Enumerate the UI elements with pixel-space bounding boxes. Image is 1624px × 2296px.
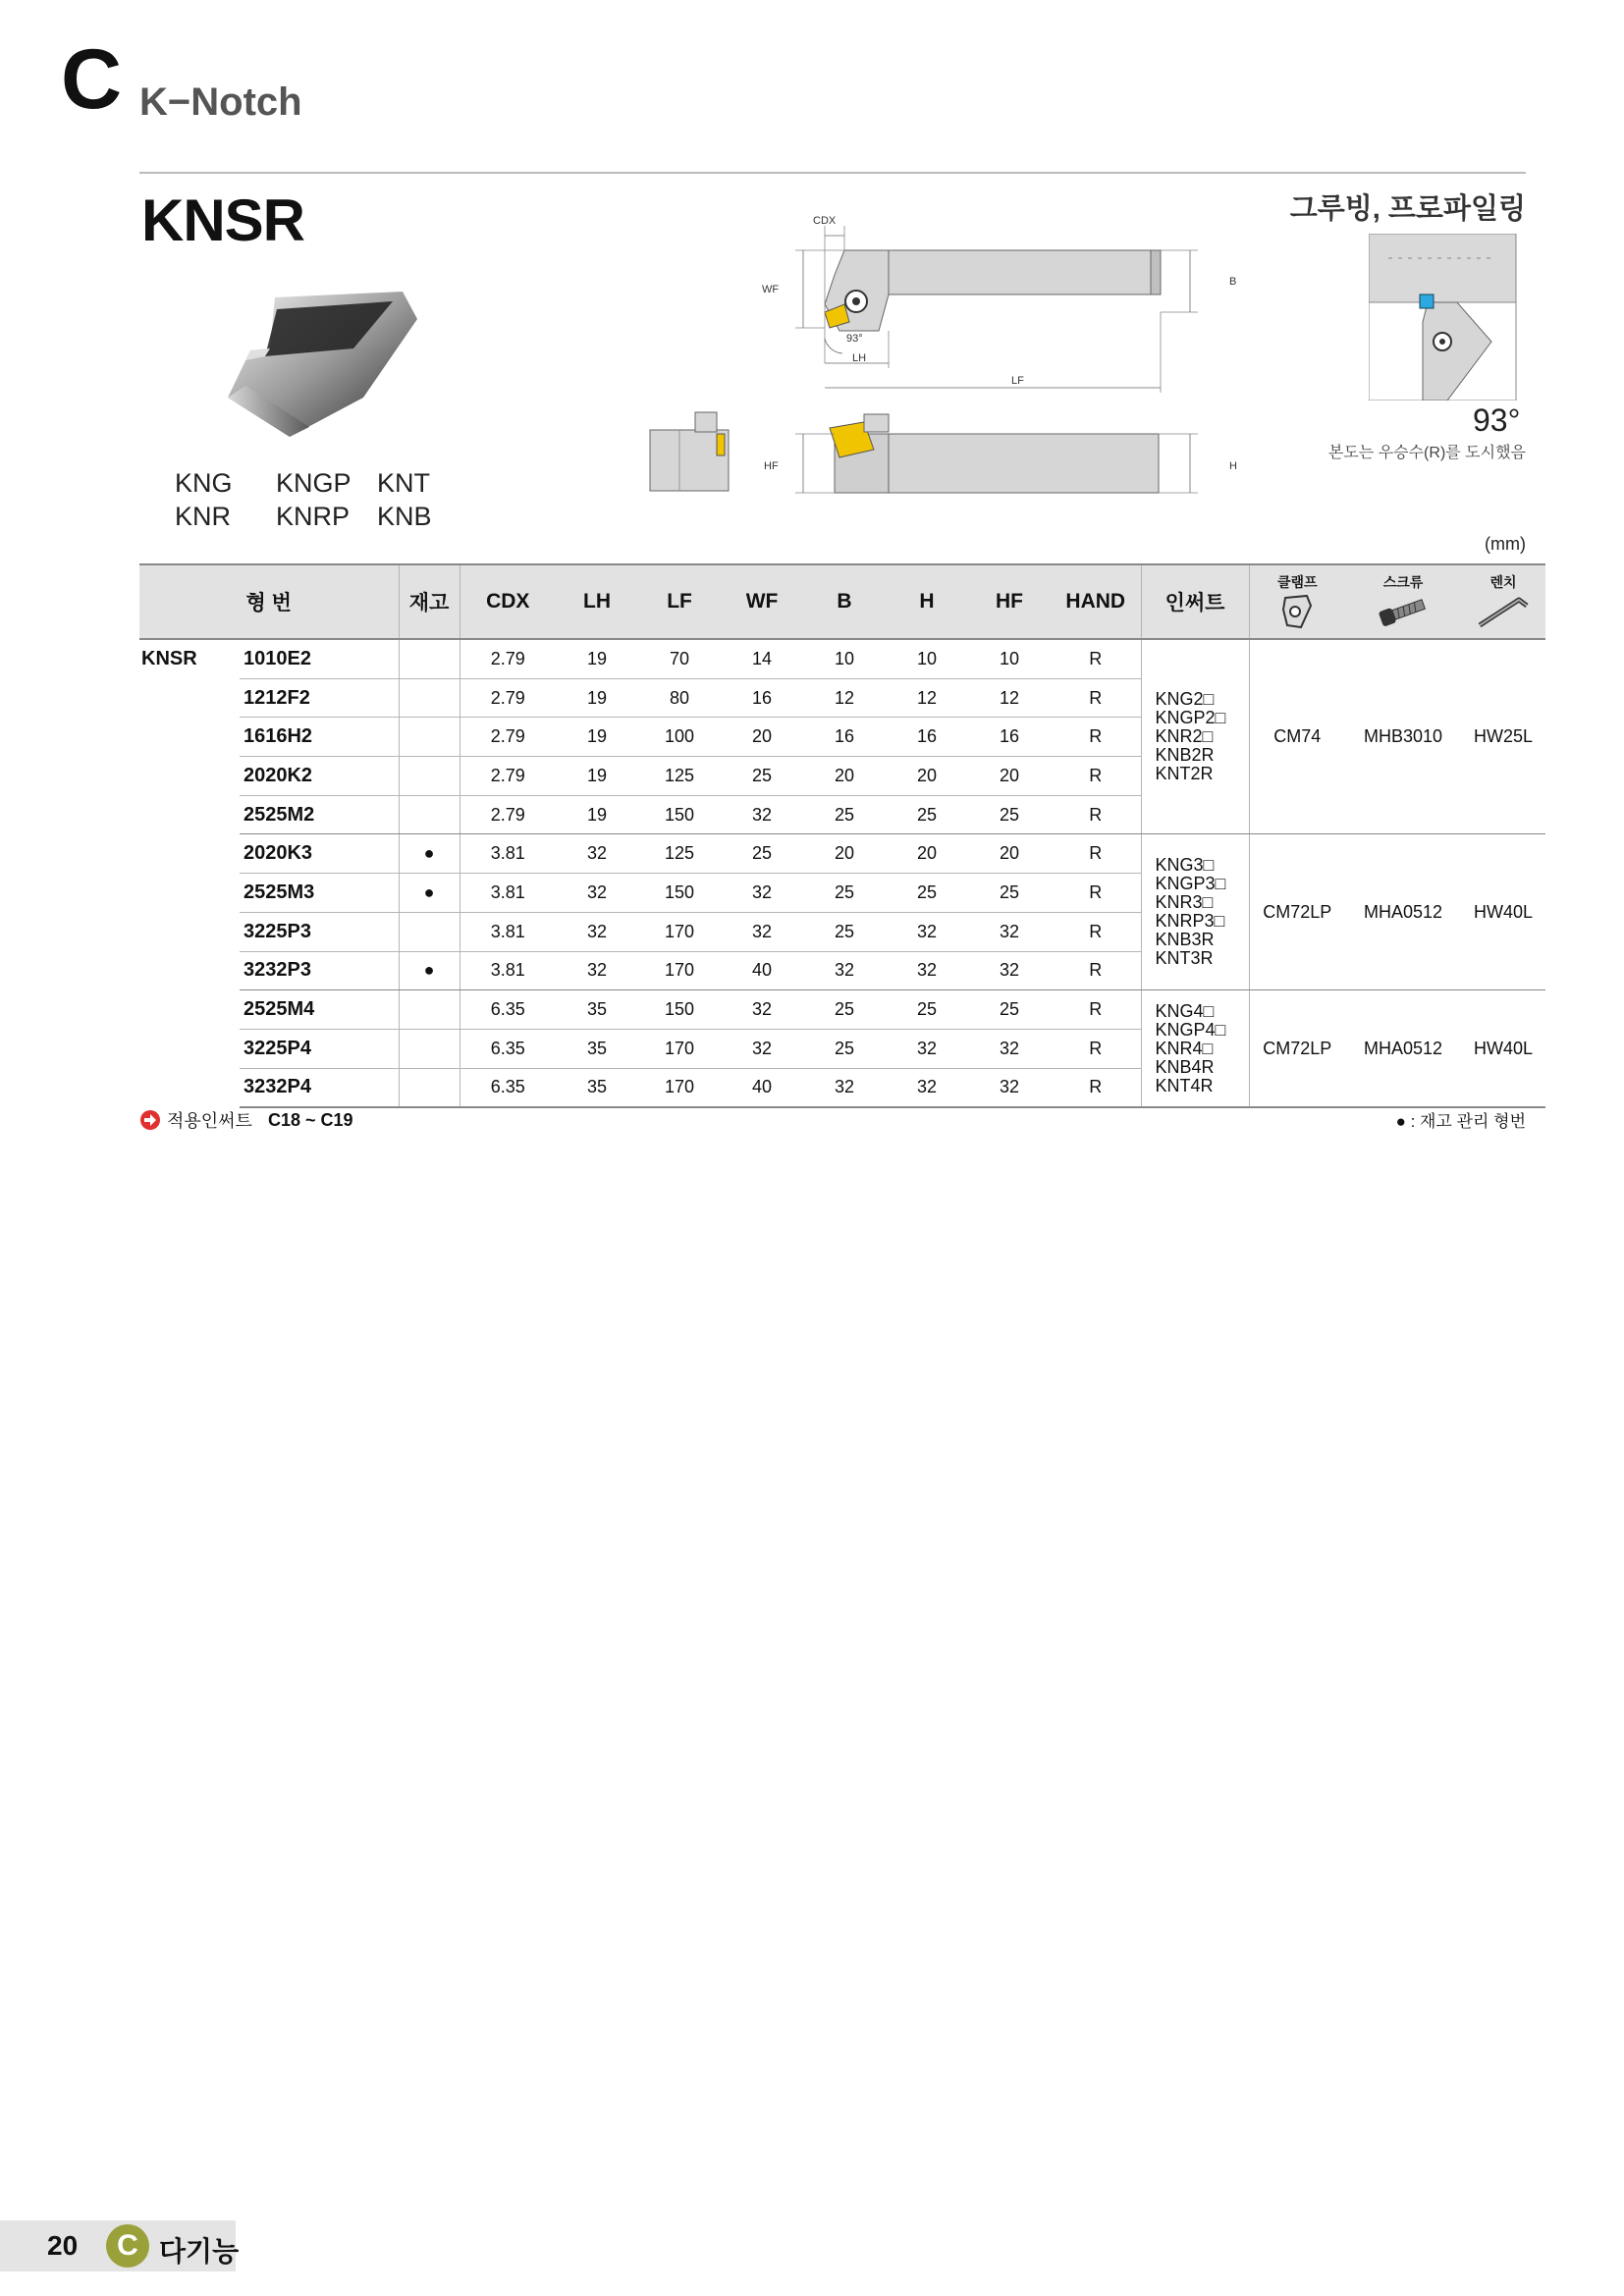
cell-lh: 32: [556, 951, 638, 990]
dim-label-h: H: [1229, 460, 1237, 472]
cell-h: 20: [886, 834, 968, 874]
cell-hf: 10: [968, 639, 1051, 678]
insert-code: KNB3R: [1155, 930, 1215, 950]
cell-h: 25: [886, 795, 968, 834]
reference-range: C18 ~ C19: [267, 1109, 353, 1130]
cell-hf: 20: [968, 757, 1051, 796]
header-divider: [139, 172, 1526, 174]
cell-lh: 35: [556, 990, 638, 1030]
stock-mark: [399, 912, 460, 951]
cell-lf: 125: [638, 757, 721, 796]
cell-lh: 35: [556, 1029, 638, 1068]
insert-type-list: [175, 466, 478, 533]
header-wf: WF: [721, 564, 803, 639]
cell-wf: 32: [721, 990, 803, 1030]
cell-hf: 12: [968, 678, 1051, 718]
header-insert: 인써트: [1141, 564, 1249, 639]
section-badge: C: [106, 2224, 149, 2268]
cell-cdx: 6.35: [460, 1068, 556, 1107]
page-number: 20: [47, 2230, 79, 2261]
cell-b: 25: [803, 990, 886, 1030]
table-row: [139, 639, 1545, 678]
cell-cdx: 3.81: [460, 912, 556, 951]
footer-section-label: 다기능: [159, 2236, 240, 2267]
cell-hand: R: [1051, 639, 1141, 678]
reference-label: 적용인써트: [167, 1111, 252, 1131]
cell-cdx: 2.79: [460, 757, 556, 796]
cell-lf: 70: [638, 639, 721, 678]
insert-code: KNB4R: [1155, 1056, 1215, 1077]
insert-type-row: [175, 466, 478, 500]
cell-wf: 25: [721, 757, 803, 796]
dim-label-cdx: CDX: [813, 215, 837, 227]
dim-label-b: B: [1229, 276, 1237, 288]
header-clamp-label: 클램프: [1276, 574, 1318, 590]
header-lf: LF: [638, 564, 721, 639]
insert-list: [1141, 834, 1249, 990]
cell-lh: 35: [556, 1068, 638, 1107]
header-wrench-label: 렌치: [1489, 574, 1517, 590]
application-label: 그루빙, 프로파일링: [1289, 193, 1526, 225]
screw-part: MHA0512: [1345, 834, 1461, 990]
model-code: 3225P4: [240, 1029, 399, 1068]
cell-cdx: 3.81: [460, 951, 556, 990]
insert-code: KNT3R: [1155, 948, 1214, 969]
stock-mark: [399, 990, 460, 1030]
clamp-icon: [1277, 592, 1317, 631]
screw-icon: [1374, 592, 1433, 631]
header-screw-label: 스크류: [1382, 574, 1424, 590]
cell-h: 32: [886, 1029, 968, 1068]
cell-hf: 32: [968, 951, 1051, 990]
stock-mark: [399, 1029, 460, 1068]
cell-cdx: 3.81: [460, 834, 556, 874]
stock-legend: [1396, 1107, 1526, 1132]
stock-legend-text: : 재고 관리 형번: [1405, 1112, 1526, 1131]
cell-cdx: 2.79: [460, 795, 556, 834]
cell-hf: 32: [968, 912, 1051, 951]
insert-code: KNGP3□: [1155, 874, 1226, 894]
insert-code: KNT4R: [1155, 1075, 1214, 1095]
model-code: 3225P3: [240, 912, 399, 951]
stock-mark: ●: [399, 834, 460, 874]
stock-mark: [399, 718, 460, 757]
cell-hand: R: [1051, 990, 1141, 1030]
header-wrench: [1461, 564, 1545, 639]
cell-b: 32: [803, 951, 886, 990]
screw-part: MHB3010: [1345, 639, 1461, 834]
cell-cdx: 2.79: [460, 639, 556, 678]
cell-hand: R: [1051, 757, 1141, 796]
model-code: 2020K3: [240, 834, 399, 874]
cell-lf: 150: [638, 795, 721, 834]
table-row: [139, 834, 1545, 874]
cell-hand: R: [1051, 951, 1141, 990]
cell-hand: R: [1051, 795, 1141, 834]
screw-part: MHA0512: [1345, 990, 1461, 1108]
cell-cdx: 2.79: [460, 718, 556, 757]
cell-b: 20: [803, 834, 886, 874]
cell-wf: 32: [721, 1029, 803, 1068]
cell-lf: 80: [638, 678, 721, 718]
clamp-part: CM74: [1249, 639, 1345, 834]
header-hf: HF: [968, 564, 1051, 639]
cell-h: 16: [886, 718, 968, 757]
header-screw: [1345, 564, 1461, 639]
insert-list: [1141, 639, 1249, 834]
insert-product-image: [216, 280, 422, 447]
insert-code: KNRP3□: [1155, 911, 1225, 932]
insert-code: KNG3□: [1155, 855, 1215, 876]
dim-label-wf: WF: [762, 284, 780, 295]
model-code: 2525M4: [240, 990, 399, 1030]
cell-hf: 32: [968, 1068, 1051, 1107]
insert-type: KNR: [175, 501, 232, 531]
cell-lh: 32: [556, 874, 638, 913]
cell-lf: 100: [638, 718, 721, 757]
cell-b: 10: [803, 639, 886, 678]
section-name: K−Notch: [139, 80, 302, 124]
unit-label: (mm): [1485, 534, 1526, 554]
cell-b: 25: [803, 1029, 886, 1068]
cell-b: 25: [803, 795, 886, 834]
cell-wf: 14: [721, 639, 803, 678]
cell-lf: 150: [638, 990, 721, 1030]
stock-mark: ●: [399, 874, 460, 913]
cell-h: 12: [886, 678, 968, 718]
dim-label-angle: 93°: [846, 333, 863, 345]
stock-mark: [399, 795, 460, 834]
cell-lf: 170: [638, 951, 721, 990]
cell-lf: 125: [638, 834, 721, 874]
cell-hand: R: [1051, 912, 1141, 951]
insert-type: KNG: [175, 467, 233, 498]
section-letter: C: [61, 32, 121, 127]
cell-cdx: 6.35: [460, 990, 556, 1030]
family-label: KNSR: [141, 648, 197, 669]
cell-hf: 25: [968, 874, 1051, 913]
insert-code: KNG2□: [1155, 689, 1215, 710]
cell-lh: 32: [556, 834, 638, 874]
cell-lf: 170: [638, 1029, 721, 1068]
insert-code: KNT2R: [1155, 764, 1214, 784]
cell-lh: 19: [556, 639, 638, 678]
model-code: 2525M2: [240, 795, 399, 834]
cell-h: 10: [886, 639, 968, 678]
insert-type: KNT: [377, 467, 430, 498]
cell-lh: 19: [556, 757, 638, 796]
cell-hand: R: [1051, 1029, 1141, 1068]
model-code: 1212F2: [240, 678, 399, 718]
stock-legend-mark: ●: [1395, 1112, 1406, 1131]
header-clamp: [1249, 564, 1345, 639]
cell-wf: 32: [721, 874, 803, 913]
insert-code: KNB2R: [1155, 745, 1215, 766]
table-header-row: [139, 564, 1545, 639]
angle-view-image: [1369, 234, 1526, 400]
insert-code: KNR4□: [1155, 1038, 1214, 1058]
header-stock: 재고: [399, 564, 460, 639]
cell-lh: 32: [556, 912, 638, 951]
cell-lh: 19: [556, 678, 638, 718]
spec-table: [139, 563, 1545, 1108]
insert-code: KNR2□: [1155, 726, 1214, 747]
angle-value: 93°: [1473, 402, 1521, 438]
cell-wf: 40: [721, 951, 803, 990]
cell-wf: 16: [721, 678, 803, 718]
dimension-diagram: [648, 206, 1257, 510]
cell-lh: 19: [556, 718, 638, 757]
cell-hf: 25: [968, 990, 1051, 1030]
dim-label-lf: LF: [1011, 375, 1024, 387]
cell-wf: 32: [721, 912, 803, 951]
cell-lf: 170: [638, 912, 721, 951]
cell-h: 32: [886, 1068, 968, 1107]
model-code: 3232P3: [240, 951, 399, 990]
model-code: 2525M3: [240, 874, 399, 913]
stock-mark: [399, 678, 460, 718]
dim-label-lh: LH: [852, 352, 867, 364]
cell-hf: 25: [968, 795, 1051, 834]
cell-cdx: 2.79: [460, 678, 556, 718]
insert-type-row: [175, 500, 478, 533]
model-code: 1616H2: [240, 718, 399, 757]
wrench-part: HW40L: [1461, 834, 1545, 990]
insert-code: KNGP2□: [1155, 708, 1226, 728]
insert-code: KNG4□: [1155, 1000, 1215, 1021]
cell-b: 16: [803, 718, 886, 757]
cell-h: 25: [886, 874, 968, 913]
insert-code: KNR3□: [1155, 892, 1214, 913]
cell-hf: 32: [968, 1029, 1051, 1068]
clamp-part: CM72LP: [1249, 834, 1345, 990]
wrench-part: HW25L: [1461, 639, 1545, 834]
header-b: B: [803, 564, 886, 639]
cell-hand: R: [1051, 874, 1141, 913]
reference-note: [139, 1107, 353, 1133]
stock-mark: [399, 757, 460, 796]
cell-h: 32: [886, 912, 968, 951]
header-model: 형 번: [139, 564, 399, 639]
wrench-part: HW40L: [1461, 990, 1545, 1108]
cell-cdx: 6.35: [460, 1029, 556, 1068]
cell-hf: 20: [968, 834, 1051, 874]
model-code: 2020K2: [240, 757, 399, 796]
dim-label-hf: HF: [764, 460, 779, 472]
cell-wf: 40: [721, 1068, 803, 1107]
cell-wf: 32: [721, 795, 803, 834]
insert-type: KNB: [377, 501, 432, 531]
arrow-circle-icon: [139, 1109, 161, 1131]
insert-code: KNGP4□: [1155, 1019, 1226, 1040]
clamp-part: CM72LP: [1249, 990, 1345, 1108]
stock-mark: [399, 1068, 460, 1107]
cell-h: 32: [886, 951, 968, 990]
cell-hand: R: [1051, 718, 1141, 757]
cell-hand: R: [1051, 678, 1141, 718]
cell-hf: 16: [968, 718, 1051, 757]
wrench-icon: [1474, 592, 1533, 631]
cell-b: 12: [803, 678, 886, 718]
product-title: KNSR: [141, 187, 305, 253]
cell-wf: 25: [721, 834, 803, 874]
cell-lh: 19: [556, 795, 638, 834]
cell-b: 25: [803, 874, 886, 913]
cell-cdx: 3.81: [460, 874, 556, 913]
angle-note: 본도는 우승수(R)를 도시했음: [1327, 445, 1526, 461]
insert-type: KNRP: [276, 501, 351, 531]
cell-hand: R: [1051, 834, 1141, 874]
cell-b: 20: [803, 757, 886, 796]
top-view-diagram: [762, 215, 1236, 393]
header-lh: LH: [556, 564, 638, 639]
stock-mark: [399, 639, 460, 678]
cell-h: 20: [886, 757, 968, 796]
header-cdx: CDX: [460, 564, 556, 639]
cell-h: 25: [886, 990, 968, 1030]
cell-lf: 150: [638, 874, 721, 913]
cell-wf: 20: [721, 718, 803, 757]
header-h: H: [886, 564, 968, 639]
cell-b: 25: [803, 912, 886, 951]
insert-type: KNGP: [276, 467, 352, 498]
cell-lf: 170: [638, 1068, 721, 1107]
insert-list: [1141, 990, 1249, 1108]
header-hand: HAND: [1051, 564, 1141, 639]
cell-hand: R: [1051, 1068, 1141, 1107]
model-code: 1010E2: [240, 639, 399, 678]
cell-b: 32: [803, 1068, 886, 1107]
stock-mark: ●: [399, 951, 460, 990]
model-code: 3232P4: [240, 1068, 399, 1107]
table-row: [139, 990, 1545, 1030]
side-view-diagram: [650, 412, 1237, 493]
